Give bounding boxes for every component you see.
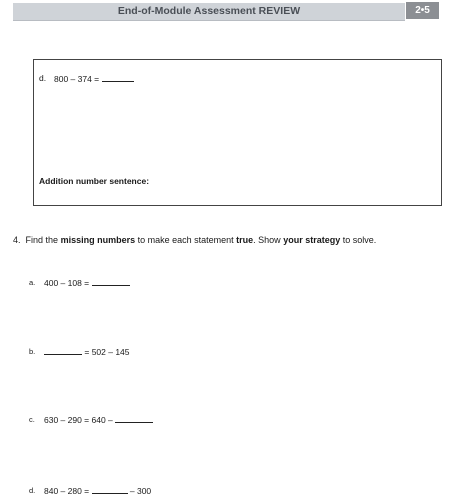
prompt-bold-true: true xyxy=(236,235,254,245)
prompt-bold-your-strategy: your strategy xyxy=(283,235,341,245)
prompt-text-1: Find the xyxy=(25,235,61,245)
addition-sentence-label: Addition number sentence: xyxy=(39,176,150,186)
box-item-expression xyxy=(54,73,134,84)
header-title: End-of-Module Assessment REVIEW xyxy=(117,5,301,17)
question-number: 4. xyxy=(13,235,21,245)
prompt-text-2: to make each statement xyxy=(135,235,237,245)
answer-blank[interactable] xyxy=(102,73,134,82)
prompt-text-4: to solve. xyxy=(340,235,377,245)
prompt-text-3: . Show xyxy=(253,235,284,245)
item-d-answer-blank[interactable] xyxy=(92,485,128,494)
item-c-answer-blank[interactable] xyxy=(115,414,153,423)
prompt-bold-missing-numbers: missing numbers xyxy=(60,235,136,245)
box-item-expr-text: 800 – 374 = xyxy=(54,74,100,84)
item-c-expr-text: 630 – 290 = 640 – xyxy=(44,415,113,425)
item-a-expression xyxy=(44,277,130,288)
item-d-expression xyxy=(44,485,151,496)
box-item-label: d. xyxy=(39,73,47,83)
item-b-answer-blank[interactable] xyxy=(44,346,82,355)
item-d-label: d. xyxy=(29,486,36,495)
item-b-label: b. xyxy=(29,347,36,356)
item-c-label: c. xyxy=(29,415,35,424)
item-a-label: a. xyxy=(29,278,36,287)
item-c-expression xyxy=(44,414,153,425)
item-a-answer-blank[interactable] xyxy=(92,277,130,286)
answer-box xyxy=(33,59,442,206)
lesson-badge: 2•5 xyxy=(406,2,439,19)
item-d-expr-right: – 300 xyxy=(129,486,152,496)
item-d-expr-left: 840 – 280 = xyxy=(44,486,90,496)
item-b-expr-text: = 502 – 145 xyxy=(84,347,130,357)
item-b-expression xyxy=(44,346,130,357)
item-a-expr-text: 400 – 108 = xyxy=(44,278,90,288)
question-4-prompt xyxy=(13,235,376,245)
module-header-bar xyxy=(13,3,405,21)
